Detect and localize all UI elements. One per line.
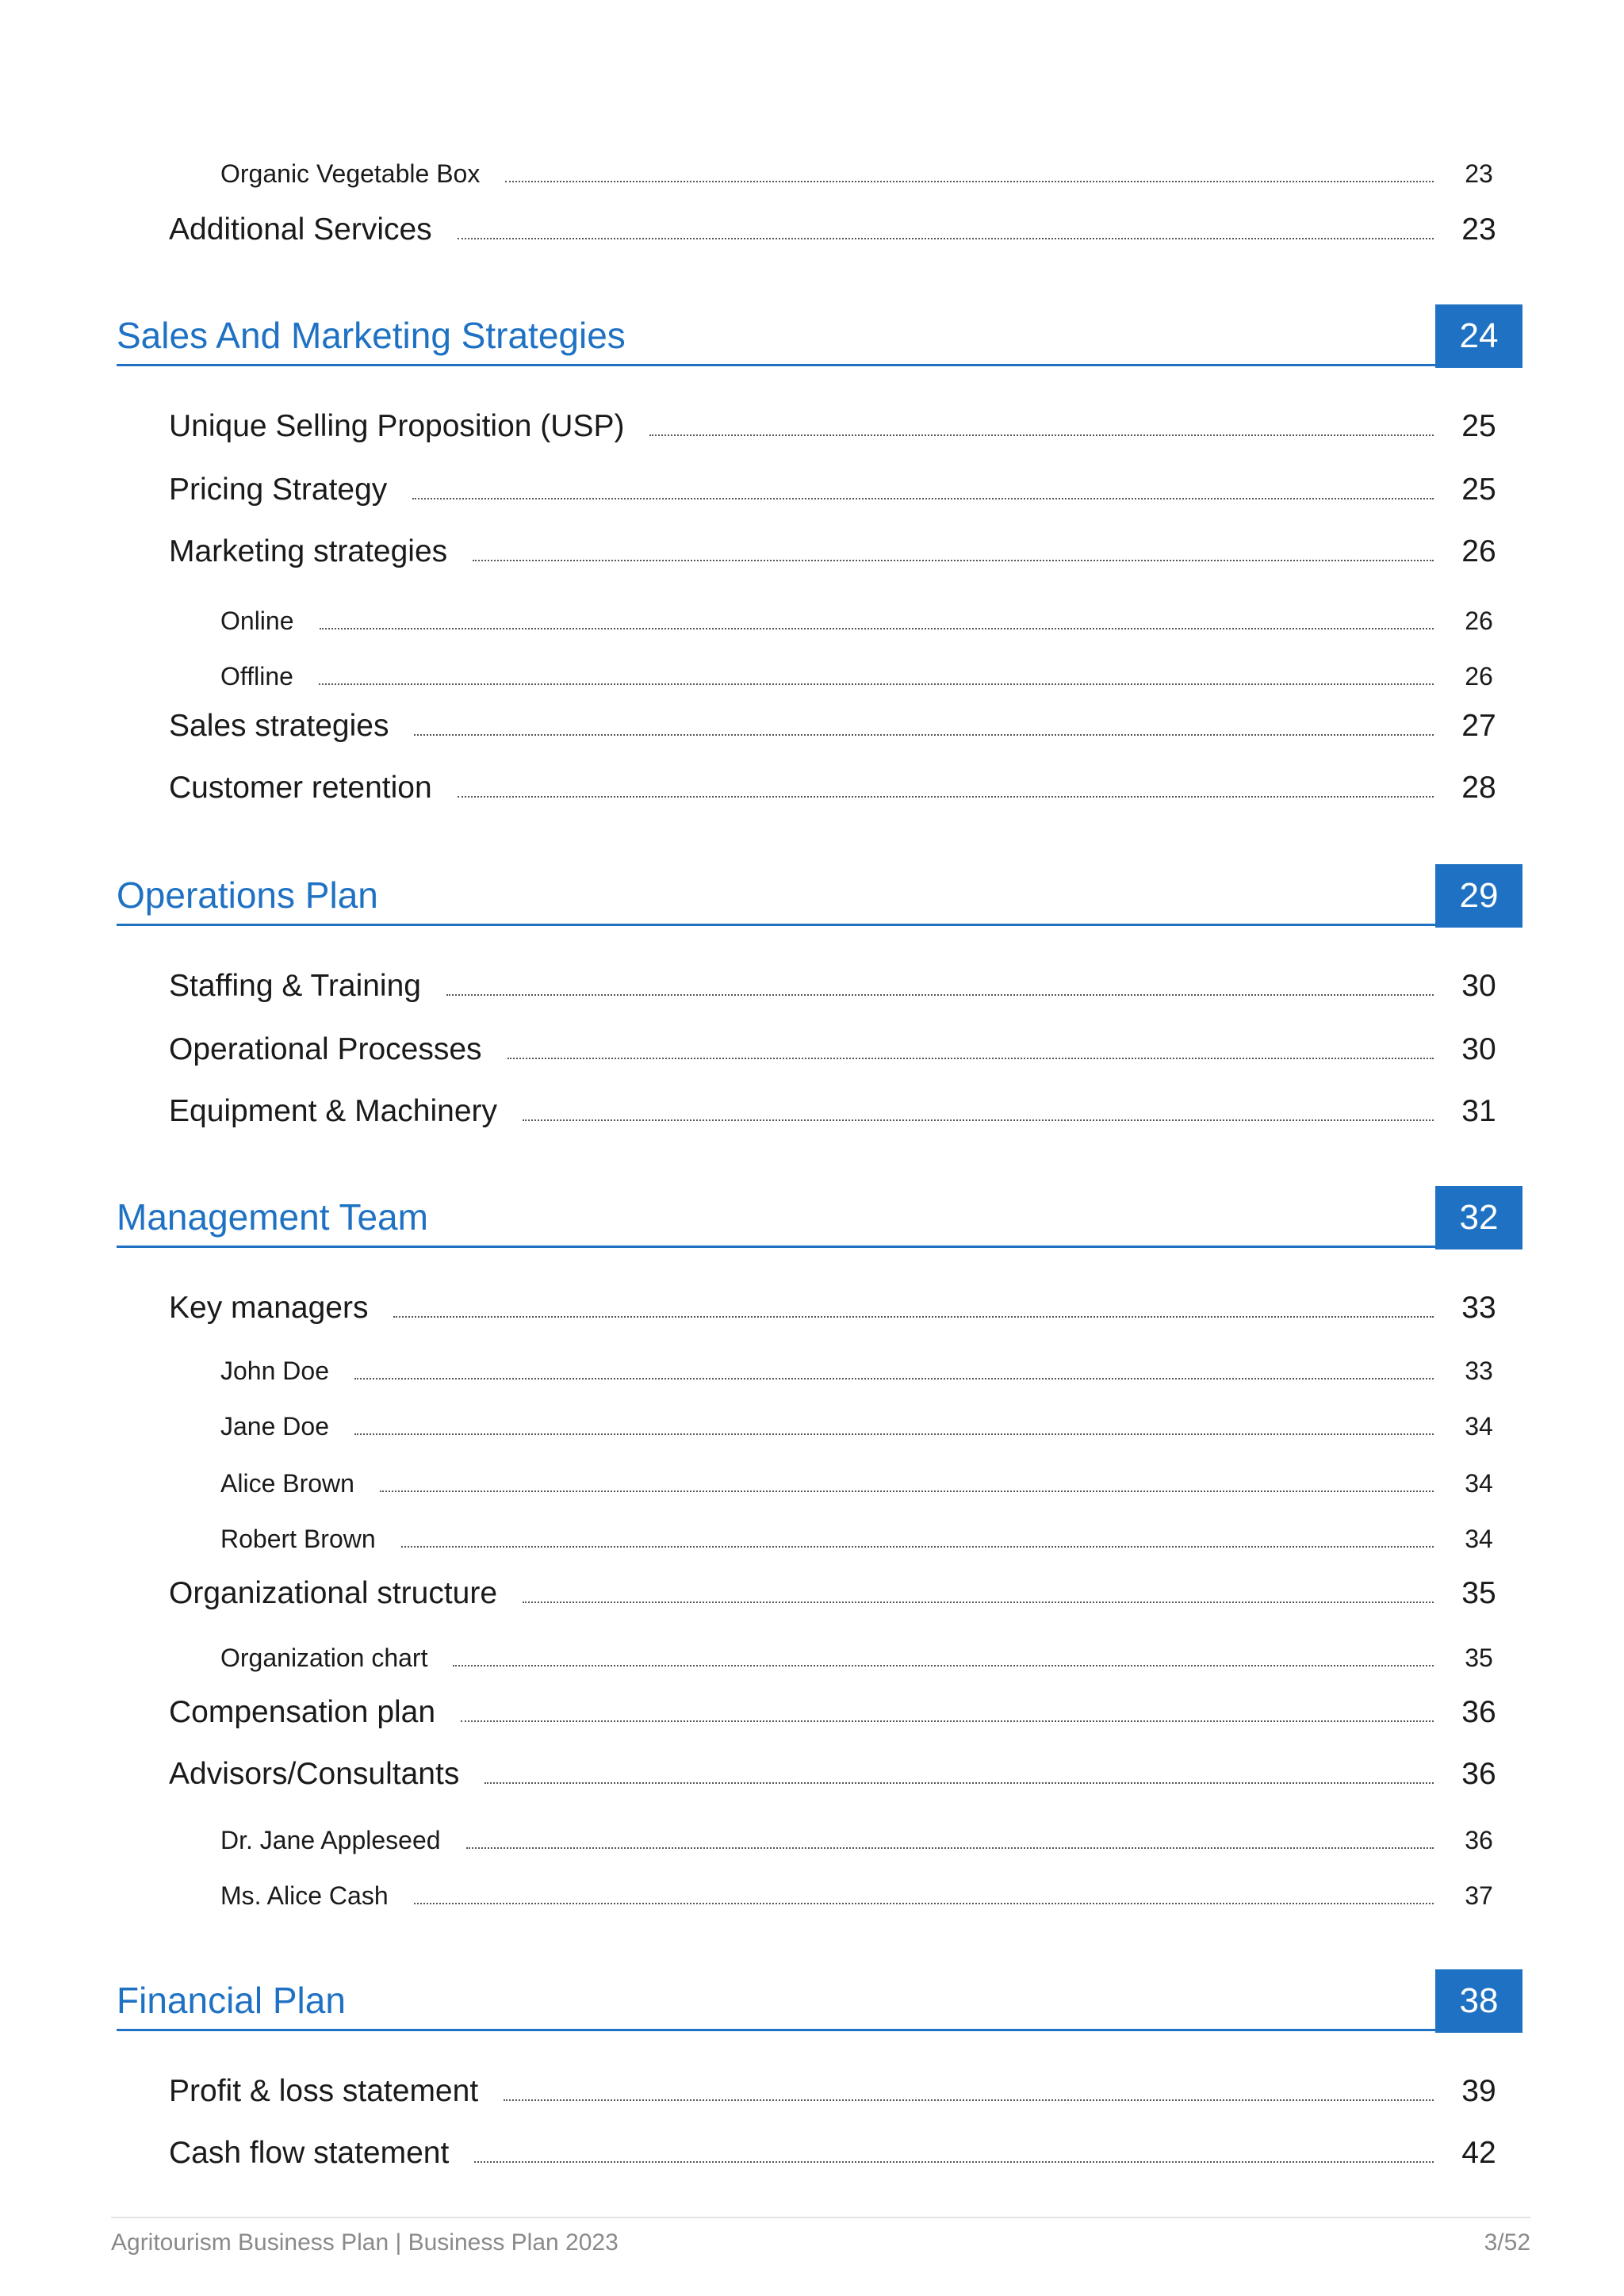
entry-label: John Doe: [220, 1357, 329, 1385]
toc-entry[interactable]: [0, 696, 1624, 744]
entry-page-number: 25: [1461, 409, 1496, 443]
entry-label: Compensation plan: [169, 1695, 436, 1729]
dot-leader: [414, 1903, 1434, 1904]
toc-entry[interactable]: [0, 758, 1624, 806]
toc-subentry[interactable]: [0, 1506, 1624, 1554]
entry-page-number: 33: [1461, 1291, 1496, 1325]
toc-entry[interactable]: [0, 396, 1624, 444]
entry-page-number: 27: [1461, 709, 1496, 743]
section-rule: [117, 1246, 1435, 1248]
dot-leader: [446, 994, 1434, 996]
entry-page-number: 34: [1465, 1412, 1493, 1441]
dot-leader: [319, 683, 1434, 685]
dot-leader: [458, 238, 1434, 239]
toc-subentry[interactable]: [0, 1625, 1624, 1673]
toc-entry[interactable]: [0, 1081, 1624, 1129]
toc-section-heading[interactable]: [117, 1968, 1522, 2031]
dot-leader: [508, 1058, 1434, 1059]
section-title: Financial Plan: [117, 1980, 346, 2021]
toc-section-heading[interactable]: [117, 303, 1522, 366]
entry-page-number: 26: [1465, 607, 1493, 635]
entry-label: Robert Brown: [220, 1525, 376, 1553]
toc-subentry[interactable]: [0, 1451, 1624, 1498]
toc-entry[interactable]: [0, 956, 1624, 1004]
toc-subentry[interactable]: [0, 644, 1624, 691]
entry-page-number: 30: [1461, 969, 1496, 1003]
dot-leader: [414, 734, 1434, 736]
toc-entry[interactable]: [0, 460, 1624, 507]
section-title: Operations Plan: [117, 874, 378, 916]
dot-leader: [380, 1490, 1434, 1492]
entry-page-number: 35: [1465, 1644, 1493, 1672]
entry-label: Sales strategies: [169, 709, 389, 743]
section-title: Management Team: [117, 1196, 428, 1238]
entry-label: Organizational structure: [169, 1576, 498, 1610]
entry-label: Jane Doe: [220, 1412, 329, 1441]
dot-leader: [474, 2161, 1434, 2163]
section-page-number: 32: [1435, 1186, 1522, 1249]
dot-leader: [473, 560, 1434, 561]
dot-leader: [523, 1601, 1434, 1603]
toc-section-heading[interactable]: [117, 1184, 1522, 1248]
entry-label: Unique Selling Proposition (USP): [169, 409, 625, 443]
section-rule: [117, 2029, 1435, 2031]
dot-leader: [485, 1782, 1434, 1784]
entry-label: Dr. Jane Appleseed: [220, 1826, 441, 1854]
entry-label: Online: [220, 607, 294, 635]
toc-entry[interactable]: [0, 1563, 1624, 1611]
entry-label: Ms. Alice Cash: [220, 1881, 389, 1910]
toc-subentry[interactable]: [0, 588, 1624, 636]
dot-leader: [320, 628, 1434, 629]
entry-page-number: 34: [1465, 1525, 1493, 1553]
toc-entry[interactable]: [0, 522, 1624, 569]
toc-entry[interactable]: [0, 2061, 1624, 2109]
entry-page-number: 26: [1461, 534, 1496, 568]
entry-label: Operational Processes: [169, 1032, 482, 1066]
entry-label: Marketing strategies: [169, 534, 448, 568]
entry-label: Pricing Strategy: [169, 473, 388, 507]
dot-leader: [354, 1378, 1434, 1380]
entry-label: Organic Vegetable Box: [220, 159, 481, 188]
entry-page-number: 25: [1461, 473, 1496, 507]
section-page-number: 29: [1435, 864, 1522, 928]
entry-page-number: 23: [1465, 159, 1493, 188]
toc-section-heading[interactable]: [117, 863, 1522, 926]
dot-leader: [453, 1665, 1434, 1667]
entry-page-number: 37: [1465, 1881, 1493, 1910]
entry-label: Additional Services: [169, 212, 432, 247]
entry-page-number: 35: [1461, 1576, 1496, 1610]
dot-leader: [401, 1546, 1434, 1548]
entry-page-number: 33: [1465, 1357, 1493, 1385]
dot-leader: [461, 1720, 1434, 1722]
entry-page-number: 36: [1461, 1757, 1496, 1791]
section-rule: [117, 924, 1435, 926]
entry-page-number: 36: [1461, 1695, 1496, 1729]
entry-label: Cash flow statement: [169, 2136, 450, 2170]
entry-label: Profit & loss statement: [169, 2074, 479, 2108]
entry-label: Staffing & Training: [169, 969, 421, 1003]
entry-page-number: 39: [1461, 2074, 1496, 2108]
entry-page-number: 34: [1465, 1469, 1493, 1498]
toc-subentry[interactable]: [0, 141, 1624, 189]
toc-subentry[interactable]: [0, 1863, 1624, 1911]
footer-page-counter: 3/52: [1484, 2229, 1530, 2256]
entry-page-number: 36: [1465, 1826, 1493, 1854]
entry-page-number: 31: [1461, 1094, 1496, 1128]
section-title: Sales And Marketing Strategies: [117, 315, 626, 356]
dot-leader: [458, 796, 1434, 798]
entry-page-number: 30: [1461, 1032, 1496, 1066]
entry-page-number: 28: [1461, 771, 1496, 805]
toc-entry[interactable]: [0, 1682, 1624, 1730]
dot-leader: [649, 434, 1434, 436]
footer-divider: [111, 2217, 1530, 2218]
footer-document-title: Agritourism Business Plan | Business Plan 2023: [111, 2229, 619, 2256]
entry-label: Alice Brown: [220, 1469, 354, 1498]
entry-label: Equipment & Machinery: [169, 1094, 498, 1128]
dot-leader: [412, 498, 1434, 499]
toc-entry[interactable]: [0, 1020, 1624, 1067]
toc-entry[interactable]: [0, 2123, 1624, 2171]
dot-leader: [505, 181, 1434, 182]
entry-label: Offline: [220, 662, 293, 691]
section-rule: [117, 364, 1435, 366]
entry-page-number: 26: [1465, 662, 1493, 691]
toc-entry[interactable]: [0, 200, 1624, 247]
dot-leader: [354, 1433, 1434, 1435]
toc-entry[interactable]: [0, 1744, 1624, 1792]
entry-page-number: 23: [1461, 212, 1496, 247]
dot-leader: [504, 2099, 1434, 2101]
toc-entry[interactable]: [0, 1278, 1624, 1326]
entry-label: Organization chart: [220, 1644, 428, 1672]
dot-leader: [523, 1119, 1434, 1121]
entry-label: Advisors/Consultants: [169, 1757, 460, 1791]
dot-leader: [393, 1316, 1434, 1318]
entry-page-number: 42: [1461, 2136, 1496, 2170]
entry-label: Customer retention: [169, 771, 432, 805]
toc-subentry[interactable]: [0, 1338, 1624, 1386]
entry-label: Key managers: [169, 1291, 369, 1325]
section-page-number: 38: [1435, 1969, 1522, 2033]
dot-leader: [466, 1847, 1434, 1849]
toc-subentry[interactable]: [0, 1394, 1624, 1441]
toc-subentry[interactable]: [0, 1808, 1624, 1855]
section-page-number: 24: [1435, 304, 1522, 368]
